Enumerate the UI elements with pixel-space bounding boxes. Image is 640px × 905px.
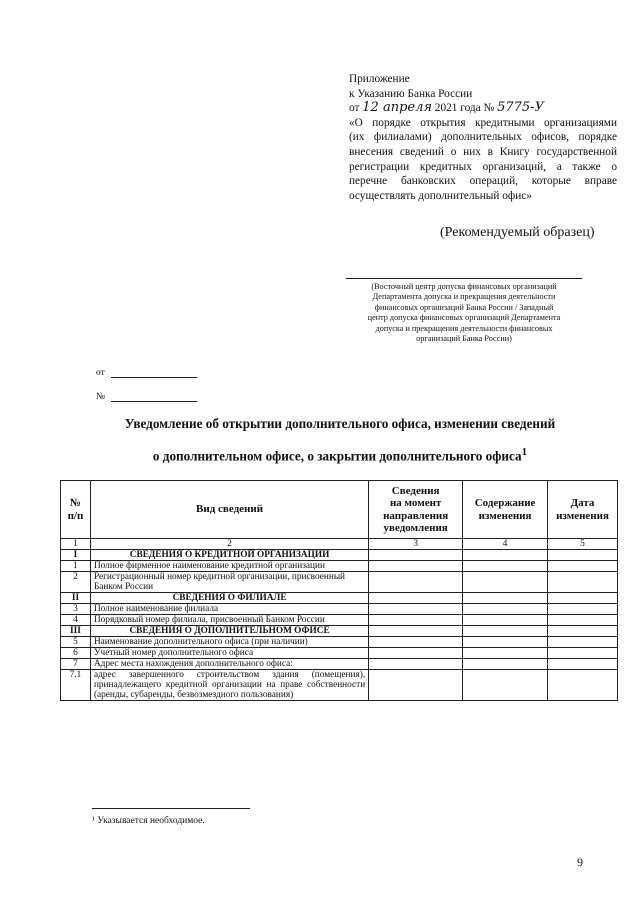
change-date-cell[interactable] [548,659,618,670]
section-row [61,550,618,561]
footnote-marker: 1 [521,446,528,458]
appendix-reference: к Указанию Банка России [349,87,473,100]
current-value-cell[interactable] [369,593,463,604]
department-line: организаций Банка России) [416,334,512,344]
header-label: Вид сведений [196,503,264,516]
header-label: п/п [67,509,84,522]
change-content-cell[interactable] [463,550,548,561]
appendix-body-line: (их филиалами) дополнительных офисов, порядке [349,131,617,144]
section-row [61,626,618,637]
row-number: II [61,593,91,604]
table-header-row [61,481,618,539]
current-value-cell[interactable] [369,670,463,701]
table-row [61,572,618,593]
change-date-cell[interactable] [548,604,618,615]
header-cell-type [90,481,368,539]
header-cell-change [463,481,548,539]
change-date-cell[interactable] [548,561,618,572]
current-value-cell[interactable] [369,626,463,637]
row-number: 1 [61,561,91,572]
header-label: Сведения [391,484,440,497]
notification-table [60,480,618,701]
change-content-cell[interactable] [463,648,548,659]
change-content-cell[interactable] [463,561,548,572]
section-title: СВЕДЕНИЯ О ДОПОЛНИТЕЛЬНОМ ОФИСЕ [90,626,368,637]
header-cell-current [369,481,463,539]
number-field [96,392,197,402]
table-row [61,604,618,615]
current-value-cell[interactable] [369,572,463,593]
appendix-block [349,72,617,203]
header-label: уведомления [383,522,448,534]
recommended-sample-label: (Рекомендуемый образец) [440,225,595,240]
header-label: на момент [389,497,442,509]
change-date-cell[interactable] [548,615,618,626]
date-blank-line[interactable] [111,377,197,378]
section-title: СВЕДЕНИЯ О КРЕДИТНОЙ ОРГАНИЗАЦИИ [90,550,368,561]
department-line: (Восточный центр допуска финансовых организаций [371,282,557,291]
current-value-cell[interactable] [369,648,463,659]
department-line: центр допуска финансовых организаций Департамента [367,313,561,323]
handwritten-date: 12 апреля [362,100,432,116]
row-label: Полное фирменное наименование кредитной организации [90,561,368,572]
change-content-cell[interactable] [463,670,548,701]
change-content-cell[interactable] [463,637,548,648]
change-content-cell[interactable] [463,572,548,593]
row-label: Порядковый номер филиала, присвоенный Банком России [90,615,368,626]
appendix-body-line: перечне банковских операций, которые вправе [349,175,617,188]
date-prefix: от [349,102,360,115]
row-label: Полное наименование филиала [90,604,368,615]
change-date-cell[interactable] [548,626,618,637]
date-field [96,368,197,378]
change-content-cell[interactable] [463,604,548,615]
section-title: СВЕДЕНИЯ О ФИЛИАЛЕ [90,593,368,604]
header-label: изменения [478,509,532,522]
change-date-cell[interactable] [548,593,618,604]
row-number: 5 [61,637,91,648]
row-label: Регистрационный номер кредитной организации, присвоенный Банком России [90,572,368,593]
row-number: 7.1 [61,670,91,701]
row-label: Наименование дополнительного офиса (при наличии) [90,637,368,648]
appendix-label: Приложение [349,73,410,85]
header-cell-number [61,481,91,539]
change-content-cell[interactable] [463,659,548,670]
change-date-cell[interactable] [548,637,618,648]
row-number: 7 [61,659,91,670]
table-row [61,659,618,670]
header-label: Дата [570,497,595,509]
change-date-cell[interactable] [548,648,618,659]
header-cell-date [548,481,618,539]
row-number: 3 [61,604,91,615]
row-number: III [61,626,91,637]
row-label: Адрес места нахождения дополнительного офиса: [90,659,368,670]
number-field-label: № [96,392,106,402]
page-number: 9 [577,855,583,869]
current-value-cell[interactable] [369,604,463,615]
handwritten-number: 5775-У [497,100,544,116]
row-number: 2 [61,572,91,593]
change-date-cell[interactable] [548,670,618,701]
header-label: направления [383,509,449,522]
column-number-cell: 4 [463,539,548,550]
row-number: I [61,550,91,561]
column-number-cell: 5 [548,539,618,550]
department-line: финансовых организаций Банка России / Западный [374,302,554,312]
column-number-cell: 3 [369,539,463,550]
footnote-text: ¹ Указывается необходимое. [92,816,205,826]
table-row [61,648,618,659]
document-title-line-1: Уведомление об открытии дополнительного офиса, изменении сведений [124,416,556,431]
appendix-body-line: осуществлять дополнительный офис» [349,189,532,202]
table-row [61,670,618,701]
header-label: Содержание [474,497,536,509]
change-date-cell[interactable] [548,550,618,561]
current-value-cell[interactable] [369,637,463,648]
appendix-date-line [349,101,617,116]
change-content-cell[interactable] [463,615,548,626]
row-number: 4 [61,615,91,626]
header-label: № [69,497,81,509]
current-value-cell[interactable] [369,615,463,626]
row-number: 6 [61,648,91,659]
column-number-row [61,539,618,550]
change-content-cell[interactable] [463,593,548,604]
number-blank-line[interactable] [111,401,197,402]
department-line: Департамента допуска и прекращения деятельности [372,292,556,302]
change-content-cell[interactable] [463,626,548,637]
row-label: адрес завершенного строительством здания (помещения), принадлежащего кредитной организации на праве собственности (аренды, субаренды, безвозмездного пользования) [90,670,368,701]
table-row [61,637,618,648]
footnote-separator [92,808,250,809]
current-value-cell[interactable] [369,659,463,670]
change-date-cell[interactable] [548,572,618,593]
appendix-body-line: внесения сведений о них в Книгу государственной [349,145,617,158]
department-block [346,278,582,344]
current-value-cell[interactable] [369,561,463,572]
current-value-cell[interactable] [369,550,463,561]
header-label: изменения [556,509,609,522]
document-title-line-2 [60,446,620,464]
date-year-label: 2021 года № [434,102,495,115]
column-number-cell: 2 [90,539,368,550]
appendix-body-line: регистрации кредитных организаций, а также о [349,160,617,173]
date-field-label: от [96,368,105,378]
title-text: о дополнительном офисе, о закрытии дополнительного офиса [152,448,522,464]
table-row [61,615,618,626]
column-number-cell: 1 [61,539,91,550]
table-row [61,561,618,572]
section-row [61,593,618,604]
department-line: допуска и прекращения деятельности финансовых [375,323,553,333]
appendix-body-line: «О порядке открытия кредитными организациями [349,116,617,129]
row-label: Учетный номер дополнительного офиса [90,648,368,659]
